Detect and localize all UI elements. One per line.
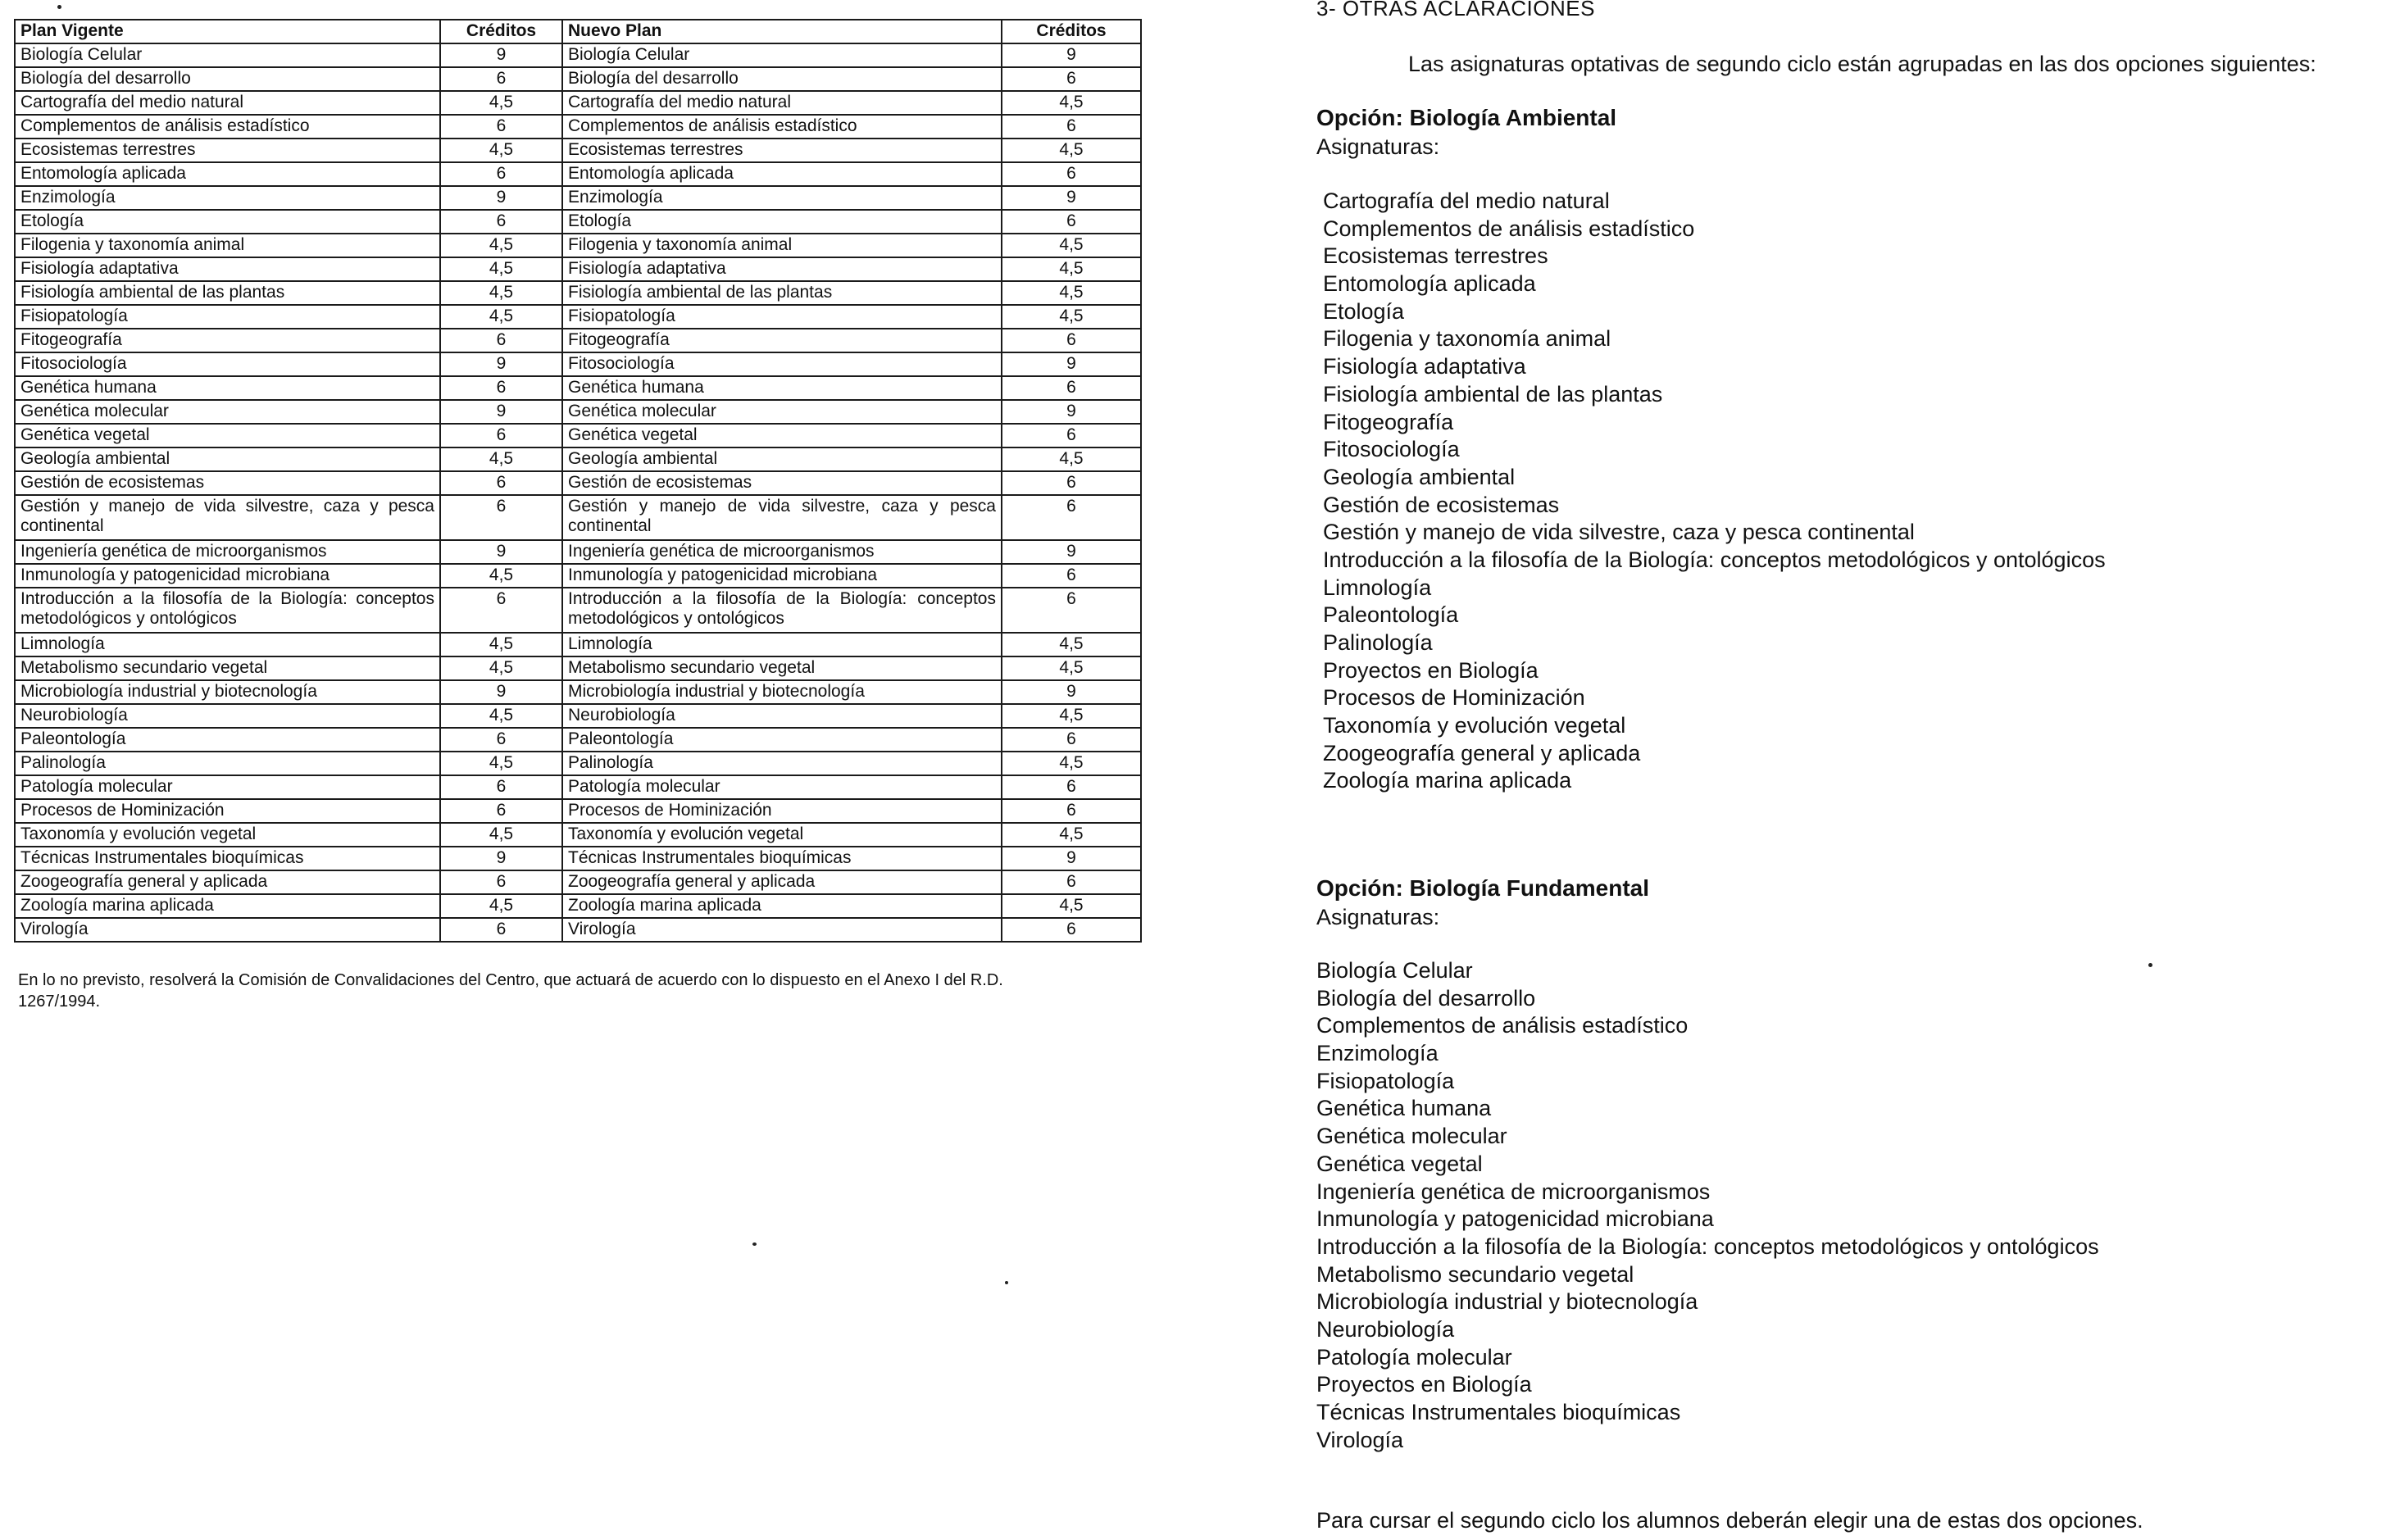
plan-vigente-cell: Inmunología y patogenicidad microbiana <box>15 564 440 588</box>
table-row <box>15 400 1141 424</box>
subject-item: Patología molecular <box>1316 1344 1512 1370</box>
subject-item: Fitosociología <box>1323 437 1460 462</box>
creditos-nuevo-cell: 9 <box>1002 680 1141 704</box>
plan-vigente-cell: Ecosistemas terrestres <box>15 139 440 162</box>
nuevo-plan-cell: Genética humana <box>562 376 1002 400</box>
creditos-nuevo-cell: 6 <box>1002 424 1141 447</box>
creditos-nuevo-cell: 4,5 <box>1002 894 1141 918</box>
table-row <box>15 162 1141 186</box>
nuevo-plan-cell: Complementos de análisis estadístico <box>562 115 1002 139</box>
table-row <box>15 588 1141 633</box>
plan-vigente-cell: Limnología <box>15 633 440 656</box>
intro-paragraph: Las asignaturas optativas de segundo ciclo están agrupadas en las dos opciones siguientes: <box>1408 52 2316 76</box>
creditos-nuevo-cell: 4,5 <box>1002 656 1141 680</box>
nuevo-plan-cell: Introducción a la filosofía de la Biología: conceptos metodológicos y ontológicos <box>562 588 1002 633</box>
nuevo-plan-cell: Taxonomía y evolución vegetal <box>562 823 1002 847</box>
subject-item: Etología <box>1323 298 1405 324</box>
creditos-vigente-cell: 6 <box>440 495 562 540</box>
plan-vigente-cell: Ingeniería genética de microorganismos <box>15 540 440 564</box>
plan-vigente-cell: Genética humana <box>15 376 440 400</box>
plan-vigente-cell: Procesos de Hominización <box>15 799 440 823</box>
plan-vigente-cell: Patología molecular <box>15 775 440 799</box>
table-row <box>15 680 1141 704</box>
creditos-vigente-cell: 4,5 <box>440 281 562 305</box>
plan-vigente-cell: Fisiología adaptativa <box>15 257 440 281</box>
plan-vigente-cell: Introducción a la filosofía de la Biología: conceptos metodológicos y ontológicos <box>15 588 440 633</box>
nuevo-plan-cell: Filogenia y taxonomía animal <box>562 234 1002 257</box>
scan-speck <box>1005 1281 1008 1284</box>
subject-item: Enzimología <box>1316 1041 1439 1066</box>
subject-item: Ecosistemas terrestres <box>1323 243 1548 269</box>
nuevo-plan-cell: Palinología <box>562 752 1002 775</box>
creditos-vigente-cell: 6 <box>440 870 562 894</box>
plan-vigente-cell: Zoología marina aplicada <box>15 894 440 918</box>
plan-vigente-cell: Biología Celular <box>15 43 440 67</box>
subject-item: Genética humana <box>1316 1096 1492 1121</box>
nuevo-plan-cell: Fisiología adaptativa <box>562 257 1002 281</box>
subject-item: Procesos de Hominización <box>1323 685 1585 711</box>
creditos-vigente-cell: 9 <box>440 400 562 424</box>
creditos-nuevo-cell: 4,5 <box>1002 305 1141 329</box>
creditos-vigente-cell: 9 <box>440 43 562 67</box>
nuevo-plan-cell: Cartografía del medio natural <box>562 91 1002 115</box>
nuevo-plan-cell: Fisiología ambiental de las plantas <box>562 281 1002 305</box>
creditos-vigente-cell: 6 <box>440 376 562 400</box>
nuevo-plan-cell: Genética vegetal <box>562 424 1002 447</box>
nuevo-plan-cell: Virología <box>562 918 1002 942</box>
creditos-nuevo-cell: 6 <box>1002 799 1141 823</box>
table-row <box>15 775 1141 799</box>
creditos-nuevo-cell: 4,5 <box>1002 633 1141 656</box>
table-row <box>15 870 1141 894</box>
option-ambiental-subtitle: Asignaturas: <box>1316 134 1440 159</box>
table-row <box>15 257 1141 281</box>
plan-vigente-cell: Fisiología ambiental de las plantas <box>15 281 440 305</box>
header-nuevo-plan: Nuevo Plan <box>562 20 1002 43</box>
option-fundamental-subtitle: Asignaturas: <box>1316 905 1440 929</box>
plan-vigente-cell: Entomología aplicada <box>15 162 440 186</box>
table-row <box>15 752 1141 775</box>
creditos-vigente-cell: 6 <box>440 775 562 799</box>
scan-speck <box>752 1242 757 1246</box>
subject-item: Introducción a la filosofía de la Biología: conceptos metodológicos y ontológicos <box>1323 547 2106 572</box>
plan-vigente-cell: Virología <box>15 918 440 942</box>
plan-vigente-cell: Gestión de ecosistemas <box>15 471 440 495</box>
creditos-vigente-cell: 6 <box>440 67 562 91</box>
creditos-nuevo-cell: 6 <box>1002 67 1141 91</box>
subject-item: Fisiología adaptativa <box>1323 354 1526 379</box>
subject-item: Paleontología <box>1323 602 1459 628</box>
creditos-nuevo-cell: 6 <box>1002 329 1141 352</box>
creditos-vigente-cell: 9 <box>440 352 562 376</box>
creditos-nuevo-cell: 4,5 <box>1002 447 1141 471</box>
scan-speck <box>2148 963 2152 967</box>
creditos-nuevo-cell: 6 <box>1002 870 1141 894</box>
creditos-nuevo-cell: 4,5 <box>1002 704 1141 728</box>
creditos-nuevo-cell: 6 <box>1002 588 1141 633</box>
equivalence-table <box>14 19 1142 943</box>
subject-item: Ingeniería genética de microorganismos <box>1316 1179 1711 1204</box>
table-row <box>15 281 1141 305</box>
table-row <box>15 799 1141 823</box>
scan-speck <box>57 5 61 9</box>
creditos-nuevo-cell: 9 <box>1002 540 1141 564</box>
nuevo-plan-cell: Fitogeografía <box>562 329 1002 352</box>
table-row <box>15 495 1141 540</box>
plan-vigente-cell: Genética molecular <box>15 400 440 424</box>
subject-item: Limnología <box>1323 575 1432 600</box>
creditos-nuevo-cell: 6 <box>1002 564 1141 588</box>
creditos-vigente-cell: 4,5 <box>440 656 562 680</box>
plan-vigente-cell: Fisiopatología <box>15 305 440 329</box>
creditos-nuevo-cell: 6 <box>1002 210 1141 234</box>
plan-vigente-cell: Gestión y manejo de vida silvestre, caza y pesca continental <box>15 495 440 540</box>
table-row <box>15 424 1141 447</box>
nuevo-plan-cell: Biología del desarrollo <box>562 67 1002 91</box>
creditos-vigente-cell: 4,5 <box>440 633 562 656</box>
table-row <box>15 139 1141 162</box>
final-note: Para cursar el segundo ciclo los alumnos deberán elegir una de estas dos opciones. <box>1316 1508 2143 1533</box>
creditos-nuevo-cell: 6 <box>1002 471 1141 495</box>
plan-vigente-cell: Palinología <box>15 752 440 775</box>
creditos-vigente-cell: 6 <box>440 918 562 942</box>
table-row <box>15 376 1141 400</box>
table-row <box>15 847 1141 870</box>
table-row <box>15 471 1141 495</box>
nuevo-plan-cell: Geología ambiental <box>562 447 1002 471</box>
nuevo-plan-cell: Genética molecular <box>562 400 1002 424</box>
nuevo-plan-cell: Microbiología industrial y biotecnología <box>562 680 1002 704</box>
table-row <box>15 329 1141 352</box>
plan-vigente-cell: Taxonomía y evolución vegetal <box>15 823 440 847</box>
subject-item: Taxonomía y evolución vegetal <box>1323 713 1626 738</box>
plan-vigente-cell: Complementos de análisis estadístico <box>15 115 440 139</box>
nuevo-plan-cell: Procesos de Hominización <box>562 799 1002 823</box>
creditos-vigente-cell: 4,5 <box>440 823 562 847</box>
creditos-vigente-cell: 6 <box>440 728 562 752</box>
nuevo-plan-cell: Gestión y manejo de vida silvestre, caza y pesca continental <box>562 495 1002 540</box>
creditos-vigente-cell: 9 <box>440 680 562 704</box>
creditos-vigente-cell: 4,5 <box>440 704 562 728</box>
plan-vigente-cell: Biología del desarrollo <box>15 67 440 91</box>
table-row <box>15 43 1141 67</box>
plan-vigente-cell: Técnicas Instrumentales bioquímicas <box>15 847 440 870</box>
table-row <box>15 540 1141 564</box>
subject-item: Neurobiología <box>1316 1316 1455 1342</box>
creditos-nuevo-cell: 6 <box>1002 376 1141 400</box>
nuevo-plan-cell: Paleontología <box>562 728 1002 752</box>
creditos-vigente-cell: 6 <box>440 588 562 633</box>
creditos-nuevo-cell: 4,5 <box>1002 281 1141 305</box>
creditos-nuevo-cell: 4,5 <box>1002 234 1141 257</box>
subject-item: Microbiología industrial y biotecnología <box>1316 1289 1698 1315</box>
plan-vigente-cell: Genética vegetal <box>15 424 440 447</box>
nuevo-plan-cell: Entomología aplicada <box>562 162 1002 186</box>
table-row <box>15 447 1141 471</box>
creditos-nuevo-cell: 6 <box>1002 728 1141 752</box>
option-ambiental-subject-list <box>1323 188 2106 795</box>
subject-item: Metabolismo secundario vegetal <box>1316 1261 1634 1287</box>
table-row <box>15 234 1141 257</box>
option-fundamental-title: Opción: Biología Fundamental <box>1316 875 1649 901</box>
subject-item: Virología <box>1316 1427 1404 1452</box>
creditos-vigente-cell: 4,5 <box>440 91 562 115</box>
creditos-vigente-cell: 4,5 <box>440 305 562 329</box>
footnote: En lo no previsto, resolverá la Comisión de Convalidaciones del Centro, que actuará de acuerdo con lo dispuesto en el Anexo I del R.D. 1267/1994. <box>18 971 1003 1011</box>
creditos-nuevo-cell: 6 <box>1002 162 1141 186</box>
plan-vigente-cell: Fitosociología <box>15 352 440 376</box>
plan-vigente-cell: Paleontología <box>15 728 440 752</box>
nuevo-plan-cell: Fitosociología <box>562 352 1002 376</box>
creditos-vigente-cell: 4,5 <box>440 564 562 588</box>
creditos-vigente-cell: 6 <box>440 471 562 495</box>
creditos-nuevo-cell: 9 <box>1002 847 1141 870</box>
subject-item: Genética molecular <box>1316 1124 1507 1149</box>
subject-item: Proyectos en Biología <box>1323 657 1539 683</box>
table-row <box>15 894 1141 918</box>
nuevo-plan-cell: Ingeniería genética de microorganismos <box>562 540 1002 564</box>
plan-vigente-cell: Geología ambiental <box>15 447 440 471</box>
plan-vigente-cell: Etología <box>15 210 440 234</box>
table-row <box>15 633 1141 656</box>
creditos-vigente-cell: 6 <box>440 329 562 352</box>
table-row <box>15 823 1141 847</box>
creditos-vigente-cell: 4,5 <box>440 257 562 281</box>
creditos-nuevo-cell: 4,5 <box>1002 752 1141 775</box>
creditos-nuevo-cell: 4,5 <box>1002 91 1141 115</box>
nuevo-plan-cell: Limnología <box>562 633 1002 656</box>
table-row <box>15 656 1141 680</box>
creditos-vigente-cell: 4,5 <box>440 752 562 775</box>
creditos-vigente-cell: 6 <box>440 799 562 823</box>
subject-item: Complementos de análisis estadístico <box>1316 1013 1689 1038</box>
creditos-vigente-cell: 4,5 <box>440 139 562 162</box>
creditos-vigente-cell: 4,5 <box>440 234 562 257</box>
creditos-nuevo-cell: 9 <box>1002 186 1141 210</box>
nuevo-plan-cell: Zoogeografía general y aplicada <box>562 870 1002 894</box>
plan-vigente-cell: Neurobiología <box>15 704 440 728</box>
table-row <box>15 352 1141 376</box>
subject-item: Complementos de análisis estadístico <box>1323 216 1695 241</box>
table-header-row <box>15 20 1141 43</box>
table-row <box>15 728 1141 752</box>
header-plan-vigente: Plan Vigente <box>15 20 440 43</box>
plan-vigente-cell: Fitogeografía <box>15 329 440 352</box>
subject-item: Cartografía del medio natural <box>1323 189 1610 213</box>
creditos-vigente-cell: 6 <box>440 210 562 234</box>
table-row <box>15 115 1141 139</box>
subject-item: Zoología marina aplicada <box>1323 768 1572 793</box>
subject-item: Proyectos en Biología <box>1316 1372 1532 1397</box>
plan-vigente-cell: Cartografía del medio natural <box>15 91 440 115</box>
nuevo-plan-cell: Metabolismo secundario vegetal <box>562 656 1002 680</box>
table-row <box>15 918 1141 942</box>
creditos-nuevo-cell: 4,5 <box>1002 823 1141 847</box>
creditos-vigente-cell: 9 <box>440 847 562 870</box>
subject-item: Fitogeografía <box>1323 409 1454 434</box>
subject-item: Fisiología ambiental de las plantas <box>1323 381 1663 407</box>
nuevo-plan-cell: Biología Celular <box>562 43 1002 67</box>
nuevo-plan-cell: Técnicas Instrumentales bioquímicas <box>562 847 1002 870</box>
header-creditos-vigente: Créditos <box>440 20 562 43</box>
option-fundamental-subject-list <box>1316 957 2099 1454</box>
subject-item: Gestión de ecosistemas <box>1323 492 1560 517</box>
creditos-vigente-cell: 9 <box>440 540 562 564</box>
subject-item: Palinología <box>1323 630 1433 655</box>
nuevo-plan-cell: Fisiopatología <box>562 305 1002 329</box>
creditos-nuevo-cell: 6 <box>1002 918 1141 942</box>
section-title: 3- OTRAS ACLARACIONES <box>1316 0 1595 20</box>
plan-vigente-cell: Microbiología industrial y biotecnología <box>15 680 440 704</box>
plan-vigente-cell: Filogenia y taxonomía animal <box>15 234 440 257</box>
subject-item: Zoogeografía general y aplicada <box>1323 740 1641 765</box>
creditos-nuevo-cell: 6 <box>1002 495 1141 540</box>
table-row <box>15 210 1141 234</box>
nuevo-plan-cell: Neurobiología <box>562 704 1002 728</box>
creditos-nuevo-cell: 9 <box>1002 43 1141 67</box>
table-row <box>15 564 1141 588</box>
creditos-nuevo-cell: 4,5 <box>1002 257 1141 281</box>
subject-item: Filogenia y taxonomía animal <box>1323 326 1611 352</box>
creditos-nuevo-cell: 4,5 <box>1002 139 1141 162</box>
creditos-vigente-cell: 6 <box>440 162 562 186</box>
subject-item: Fisiopatología <box>1316 1068 1455 1093</box>
subject-item: Entomología aplicada <box>1323 271 1536 297</box>
plan-vigente-cell: Enzimología <box>15 186 440 210</box>
creditos-nuevo-cell: 9 <box>1002 400 1141 424</box>
subject-item: Técnicas Instrumentales bioquímicas <box>1316 1400 1681 1424</box>
nuevo-plan-cell: Zoología marina aplicada <box>562 894 1002 918</box>
nuevo-plan-cell: Enzimología <box>562 186 1002 210</box>
header-creditos-nuevo: Créditos <box>1002 20 1141 43</box>
plan-vigente-cell: Metabolismo secundario vegetal <box>15 656 440 680</box>
nuevo-plan-cell: Ecosistemas terrestres <box>562 139 1002 162</box>
creditos-vigente-cell: 9 <box>440 186 562 210</box>
subject-item: Inmunología y patogenicidad microbiana <box>1316 1206 1714 1232</box>
subject-item: Biología Celular <box>1316 958 1473 983</box>
subject-item: Geología ambiental <box>1323 464 1516 489</box>
creditos-vigente-cell: 6 <box>440 424 562 447</box>
creditos-vigente-cell: 6 <box>440 115 562 139</box>
table-row <box>15 704 1141 728</box>
table-row <box>15 305 1141 329</box>
nuevo-plan-cell: Gestión de ecosistemas <box>562 471 1002 495</box>
creditos-vigente-cell: 4,5 <box>440 447 562 471</box>
subject-item: Gestión y manejo de vida silvestre, caza y pesca continental <box>1323 520 1915 545</box>
table-body <box>15 43 1141 942</box>
creditos-vigente-cell: 4,5 <box>440 894 562 918</box>
creditos-nuevo-cell: 6 <box>1002 775 1141 799</box>
table-row <box>15 67 1141 91</box>
nuevo-plan-cell: Patología molecular <box>562 775 1002 799</box>
table-row <box>15 91 1141 115</box>
subject-item: Genética vegetal <box>1316 1151 1483 1176</box>
nuevo-plan-cell: Inmunología y patogenicidad microbiana <box>562 564 1002 588</box>
plan-vigente-cell: Zoogeografía general y aplicada <box>15 870 440 894</box>
nuevo-plan-cell: Etología <box>562 210 1002 234</box>
table-row <box>15 186 1141 210</box>
subject-item: Biología del desarrollo <box>1316 985 1536 1011</box>
subject-item: Introducción a la filosofía de la Biología: conceptos metodológicos y ontológicos <box>1316 1233 2099 1259</box>
creditos-nuevo-cell: 9 <box>1002 352 1141 376</box>
creditos-nuevo-cell: 6 <box>1002 115 1141 139</box>
option-ambiental-title: Opción: Biología Ambiental <box>1316 105 1617 130</box>
